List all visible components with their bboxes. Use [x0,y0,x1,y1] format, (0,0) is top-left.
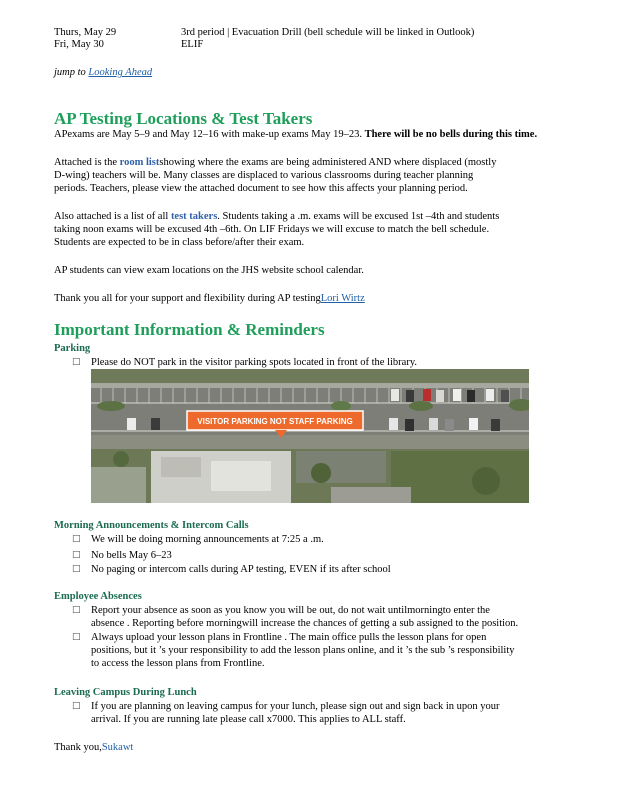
absences-heading: Employee Absences [54,591,142,602]
room-list-line-2: D-wing) teachers will be. Many classes are displaced to various classrooms during teacher planning [54,170,474,181]
test-takers-text-a: Also attached is a list of all [54,211,169,222]
absences-bullet-2-line-2: positions, but it ’s your responsibility to add the lesson plans online, and it ’s the sub ’s responsibility [91,645,515,656]
jump-line [54,66,152,79]
schedule-date-2: Fri, May 30 [54,39,104,50]
parking-bullet: Please do NOT park in the visitor parking spots located in front of the library. [91,357,418,368]
bullet-icon: □ [72,605,81,615]
test-takers-line [54,210,499,223]
room-list-line-3: periods. Teachers, please view the attached document to see how this affects your planning period. [54,183,468,194]
announcements-bullet-3: No paging or intercom calls during AP testing, EVEN if its after school [91,564,391,575]
parking-heading: Parking [54,343,91,354]
lunch-line-1: If you are planning on leaving campus for your lunch, please sign out and sign back in upon your [91,701,500,712]
bullet-icon: □ [72,632,81,642]
exam-locations-note: AP students can view exam locations on the JHS website school calendar. [54,265,364,276]
signature-link[interactable]: Sukawt [101,742,134,753]
announcements-heading: Morning Announcements & Intercom Calls [54,520,249,531]
ap-dates-text: APexams are May 5–9 and May 12–16 with make-up exams May 19–23. [54,129,362,140]
ap-dates-line [54,128,537,141]
bullet-icon: □ [72,357,81,367]
room-list-text-a: Attached is the [54,157,117,168]
bullet-icon: □ [72,701,81,711]
info-section-title: Important Information & Reminders [54,320,325,339]
thanks-text: Thank you all for your support and flexibility during AP testing [54,293,321,304]
announcements-bullet-1: We will be doing morning announcements at 7:25 a .m. [91,534,324,545]
lunch-heading: Leaving Campus During Lunch [54,687,197,698]
test-takers-line-3: Students are expected to be in class before/after their exam. [54,237,305,248]
test-takers-text-b: . Students taking a .m. exams will be excused 1st –4th and students [217,211,500,222]
closing-text: Thank you, [54,742,102,753]
schedule-event-2: ELIF [181,39,204,50]
bullet-icon: □ [72,550,81,560]
lori-wirtz-link[interactable]: Lori Wirtz [320,293,365,304]
announcements-bullet-2: No bells May 6–23 [91,550,172,561]
room-list-line [54,156,496,169]
lunch-line-2: arrival. If you are running late please call x7000. This applies to ALL staff. [91,714,406,725]
absences-bullet-1-line-2: absence . Reporting before morningwill increase the chances of getting a sub assigned to the position. [91,618,519,629]
parking-aerial-photo [91,369,529,503]
bullet-icon: □ [72,534,81,544]
room-list-text-b: showing where the exams are being administered AND where displaced (mostly [159,157,497,168]
schedule-date-1: Thurs, May 29 [54,27,117,38]
room-list-link[interactable]: room list [119,157,160,168]
absences-bullet-2-line-1: Always upload your lesson plans in Frontline . The main office pulls the lesson plans for open [91,632,487,643]
test-takers-link[interactable]: test takers [170,211,218,222]
visitor-parking-banner: VISITOR PARKING NOT STAFF PARKING [197,417,353,426]
schedule-event-1: 3rd period | Evacuation Drill (bell schedule will be linked in Outlook) [181,27,475,38]
ap-section-title: AP Testing Locations & Test Takers [54,109,313,128]
closing-line [54,741,133,754]
absences-bullet-2-line-3: to access the lesson plans from Frontline. [91,658,265,669]
no-bells-note: There will be no bells during this time. [364,129,538,140]
bullet-icon: □ [72,564,81,574]
thanks-line [54,292,365,305]
jump-prefix: jump to [54,67,86,78]
absences-bullet-1-line-1: Report your absence as soon as you know you will be out, do not wait untilmorningto enter the [91,605,490,616]
test-takers-line-2: taking noon exams will be excused 4th –6th. On LIF Fridays we will excuse to match the bell schedule. [54,224,490,235]
looking-ahead-link[interactable]: Looking Ahead [88,67,153,78]
